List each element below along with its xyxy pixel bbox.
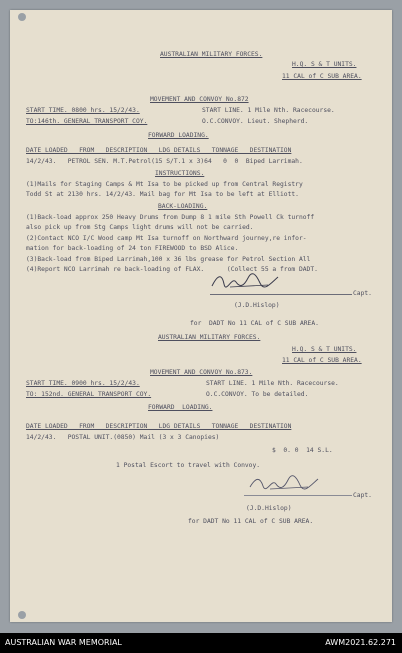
memo2-tonnage: $ 0. 0 14 S.L. [272,447,333,454]
memo2-org: AUSTRALIAN MILITARY FORCES. [158,334,261,341]
memo2-unit-line1: H.Q. S & T UNITS. [292,346,357,353]
signature-line [210,294,352,295]
footer-credit: AUSTRALIAN WAR MEMORIAL [5,638,122,647]
memo2-capt: Capt. [353,492,372,499]
memo1-forward-loading: FORWARD LOADING. [148,132,209,139]
document-sheet [10,10,392,622]
memo2-forward-loading: FORWARD LOADING. [148,404,213,411]
memo1-movement-title: MOVEMENT AND CONVOY No.872 [150,96,249,103]
memo2-movement-title: MOVEMENT AND CONVOY No.873. [150,369,253,376]
memo1-back-loading-line: (3)Back-load from Biped Larrimah,100 x 36 lbs grease for Petrol Section All [26,256,311,263]
punch-hole [18,13,26,21]
memo1-start-line: START LINE. 1 Mile Nth. Racecourse. [202,107,335,114]
signature-line [244,495,352,496]
memo1-back-loading-line: mation for back-loading of 24 ton FIREWOOD to BSD Alice. [26,245,239,252]
memo1-back-loading-line: (1)Back-load approx 250 Heavy Drums from Dump 8 1 mile Sth Powell Ck turnoff [26,214,315,221]
memo1-back-loading-line: also pick up from Stg Camps light drums will not be carried. [26,224,254,231]
memo1-instructions-title: INSTRUCTIONS. [155,170,205,177]
memo1-table-row: 14/2/43. PETROL SEN. M.T.Petrol(15 S/T.1 x 3)64 0 0 Biped Larrimah. [26,158,303,165]
memo1-oc-convoy: O.C.CONVOY. Lieut. Shepherd. [202,118,309,125]
memo1-table-header: DATE LOADED FROM DESCRIPTION LDG DETAILS TONNAGE DESTINATION [26,147,292,154]
memo1-org: AUSTRALIAN MILITARY FORCES. [160,51,263,58]
handwritten-signature [210,272,280,290]
memo1-back-loading-title: BACK-LOADING. [158,203,208,210]
memo2-start-time: START TIME. 0900 hrs. 15/2/43. [26,380,140,387]
memo1-instruction-line: (1)Mails for Staging Camps & Mt Isa to be picked up from Central Registry [26,181,303,188]
memo2-table-header: DATE LOADED FROM DESCRIPTION LDG DETAILS TONNAGE DESTINATION [26,423,292,430]
memo1-capt: Capt. [353,290,372,297]
memo2-for-line: for DADT No 11 CAL of C SUB AREA. [188,518,314,525]
memo1-signatory: (J.D.Hislop) [234,302,280,309]
memo1-back-loading-line: (4)Report NCO Larrimah re back-loading of FLAX. (Collect 55 a from DADT. [26,266,318,273]
memo1-unit-line1: H.Q. S & T UNITS. [292,61,357,68]
memo1-to-unit: TO:146th. GENERAL TRANSPORT COY. [26,118,148,125]
memo2-oc-convoy: O.C.CONVOY. To be detailed. [206,391,309,398]
handwritten-signature [248,474,320,492]
memo2-unit-line2: 11 CAL of C SUB AREA. [282,357,362,364]
memo2-start-line: START LINE. 1 Mile Nth. Racecourse. [206,380,339,387]
footer-accession-number: AWM2021.62.271 [325,638,396,647]
memo2-signatory: (J.D.Hislop) [246,505,292,512]
memo1-unit-line2: 11 CAL of C SUB AREA. [282,73,362,80]
memo2-to-unit: TO: 152nd. GENERAL TRANSPORT COY. [26,391,152,398]
memo1-for-line: for DADT No 11 CAL of C SUB AREA. [190,320,319,327]
memo1-instruction-line: Todd St at 2130 hrs. 14/2/43. Mail bag for Mt Isa to be left at Elliott. [26,191,299,198]
punch-hole [18,611,26,619]
memo1-back-loading-line: (2)Contact NCO I/C Wood camp Mt Isa turnoff on Northward journey,re infor- [26,235,307,242]
memo2-table-row: 14/2/43. POSTAL UNIT.(0850) Mail (3 x 3 Canopies) [26,434,220,441]
memo1-start-time: START TIME. 0800 hrs. 15/2/43. [26,107,140,114]
footer-bar [0,633,402,653]
memo2-postal-escort: 1 Postal Escort to travel with Convoy. [116,462,261,469]
